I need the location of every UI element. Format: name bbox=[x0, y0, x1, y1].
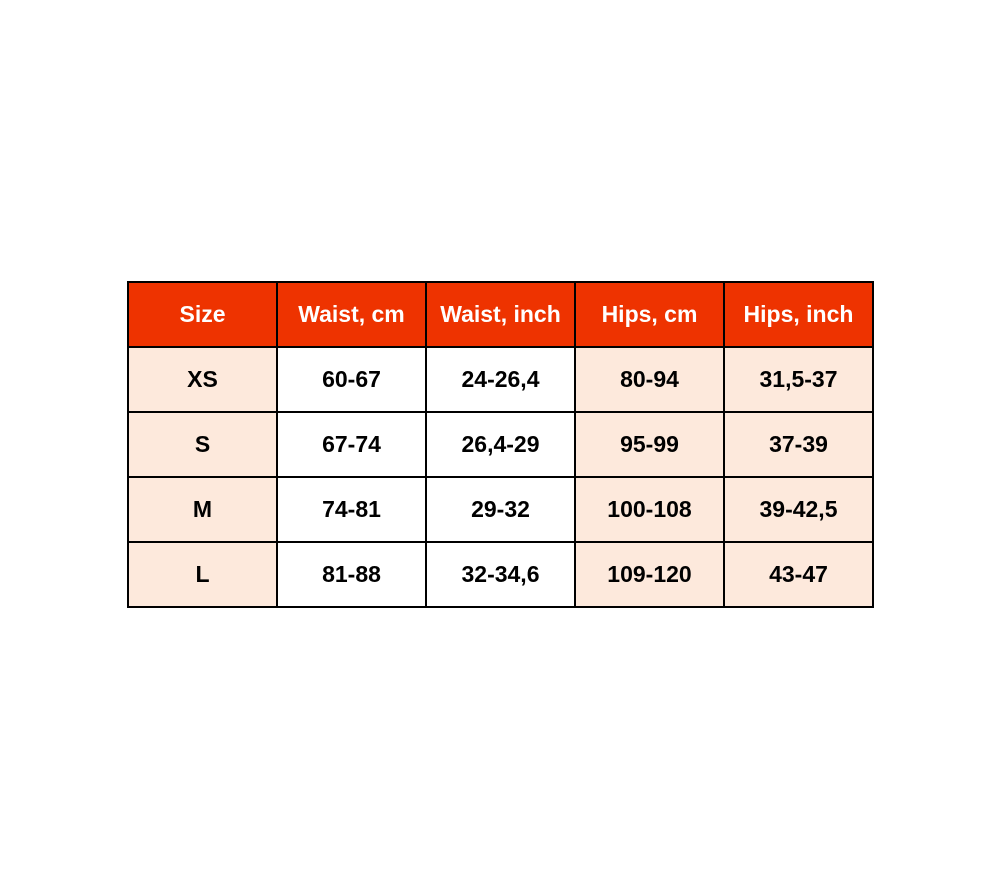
cell-waist-inch: 32-34,6 bbox=[426, 542, 575, 607]
cell-waist-cm: 81-88 bbox=[277, 542, 426, 607]
header-hips-cm: Hips, cm bbox=[575, 282, 724, 347]
cell-size: M bbox=[128, 477, 277, 542]
header-waist-cm: Waist, cm bbox=[277, 282, 426, 347]
table-row bbox=[128, 477, 873, 542]
header-hips-inch: Hips, inch bbox=[724, 282, 873, 347]
header-row bbox=[128, 282, 873, 347]
table-row bbox=[128, 347, 873, 412]
cell-hips-cm: 80-94 bbox=[575, 347, 724, 412]
cell-waist-inch: 24-26,4 bbox=[426, 347, 575, 412]
cell-waist-inch: 26,4-29 bbox=[426, 412, 575, 477]
header-size: Size bbox=[128, 282, 277, 347]
cell-hips-inch: 43-47 bbox=[724, 542, 873, 607]
table-row bbox=[128, 542, 873, 607]
cell-hips-cm: 109-120 bbox=[575, 542, 724, 607]
size-chart-table bbox=[127, 281, 874, 608]
table-body bbox=[128, 347, 873, 607]
header-waist-inch: Waist, inch bbox=[426, 282, 575, 347]
cell-hips-inch: 37-39 bbox=[724, 412, 873, 477]
table-header bbox=[128, 282, 873, 347]
cell-hips-inch: 39-42,5 bbox=[724, 477, 873, 542]
cell-waist-cm: 74-81 bbox=[277, 477, 426, 542]
cell-waist-inch: 29-32 bbox=[426, 477, 575, 542]
cell-size: S bbox=[128, 412, 277, 477]
table-row bbox=[128, 412, 873, 477]
cell-waist-cm: 60-67 bbox=[277, 347, 426, 412]
cell-hips-cm: 95-99 bbox=[575, 412, 724, 477]
cell-size: L bbox=[128, 542, 277, 607]
cell-hips-cm: 100-108 bbox=[575, 477, 724, 542]
cell-hips-inch: 31,5-37 bbox=[724, 347, 873, 412]
cell-size: XS bbox=[128, 347, 277, 412]
cell-waist-cm: 67-74 bbox=[277, 412, 426, 477]
